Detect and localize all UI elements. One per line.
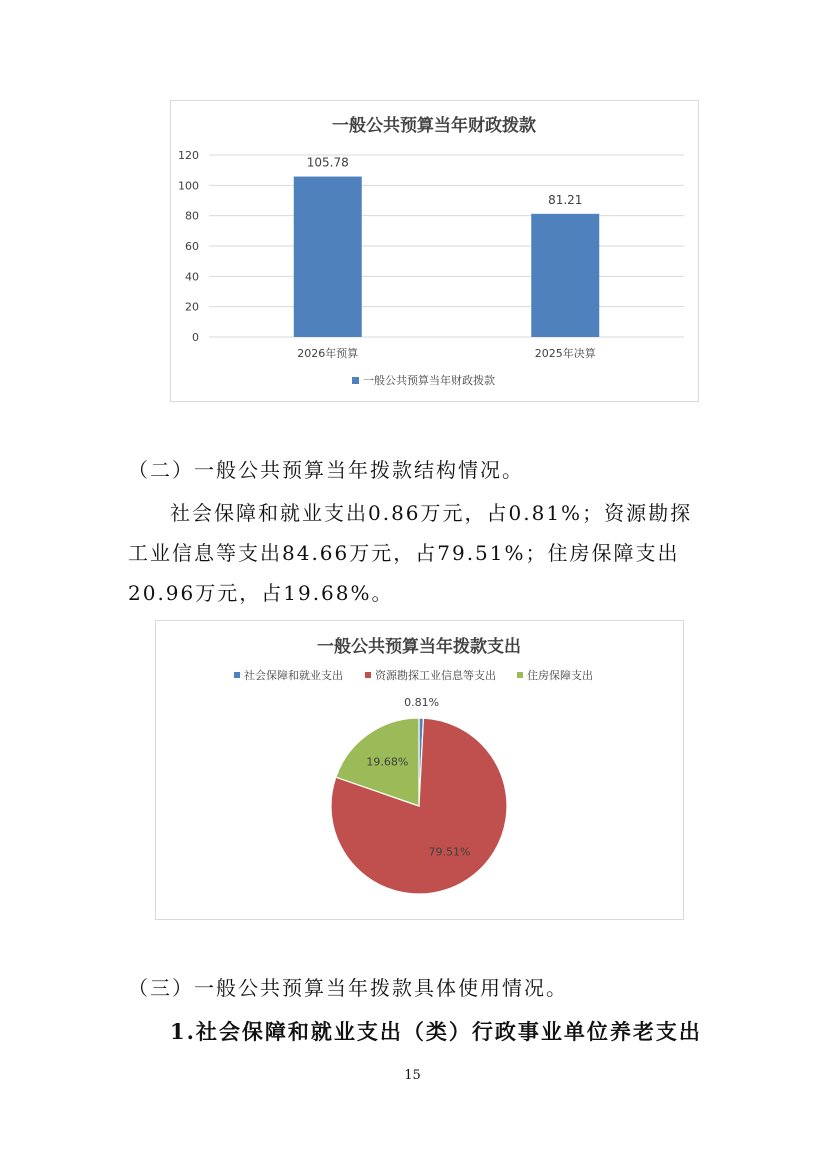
pie-chart-title: 一般公共预算当年拨款支出 — [317, 637, 521, 657]
bar-chart-svg — [171, 101, 698, 401]
structure-paragraph: 社会保障和就业支出0.86万元，占0.81%；资源勘探工业信息等支出84.66万元，占79.51%；住房保障支出20.96万元，占19.68%。 — [128, 501, 693, 605]
legend-swatch — [365, 672, 371, 678]
y-tick-label: 20 — [185, 300, 199, 314]
y-tick-label: 0 — [192, 331, 199, 344]
pie-chart-svg — [156, 621, 683, 919]
pie-data-label: 19.68% — [366, 755, 409, 769]
legend-label: 一般公共预算当年财政拨款 — [363, 374, 495, 387]
legend-label: 住房保障支出 — [527, 669, 593, 682]
legend-label: 社会保障和就业支出 — [244, 669, 343, 682]
bar-data-label: 105.78 — [306, 155, 349, 170]
legend-swatch — [352, 377, 359, 384]
bar-data-label: 81.21 — [548, 192, 583, 207]
section-heading-usage: （三）一般公共预算当年拨款具体使用情况。 — [128, 976, 568, 1000]
pie-data-label: 79.51% — [428, 845, 471, 859]
subsection-heading-social-security: 1.社会保障和就业支出（类）行政事业单位养老支出 — [170, 1019, 702, 1044]
y-tick-label: 100 — [178, 179, 199, 193]
x-tick-label: 2026年预算 — [297, 347, 359, 360]
x-tick-label: 2025年决算 — [534, 347, 596, 360]
pie-chart — [155, 620, 684, 920]
y-tick-label: 80 — [185, 209, 199, 223]
legend-swatch — [234, 672, 240, 678]
legend-label: 资源勘探工业信息等支出 — [375, 669, 496, 682]
y-tick-label: 60 — [185, 240, 199, 253]
page-number: 15 — [404, 1068, 421, 1083]
y-tick-label: 120 — [178, 149, 199, 162]
section-heading-structure: （二）一般公共预算当年拨款结构情况。 — [128, 458, 524, 482]
y-tick-label: 40 — [185, 270, 199, 284]
bar — [531, 214, 599, 337]
pie-data-label: 0.81% — [404, 696, 440, 710]
bar — [294, 177, 362, 337]
bar-chart-title: 一般公共预算当年财政拨款 — [332, 116, 536, 136]
bar-chart — [170, 100, 699, 402]
legend-swatch — [517, 672, 523, 678]
